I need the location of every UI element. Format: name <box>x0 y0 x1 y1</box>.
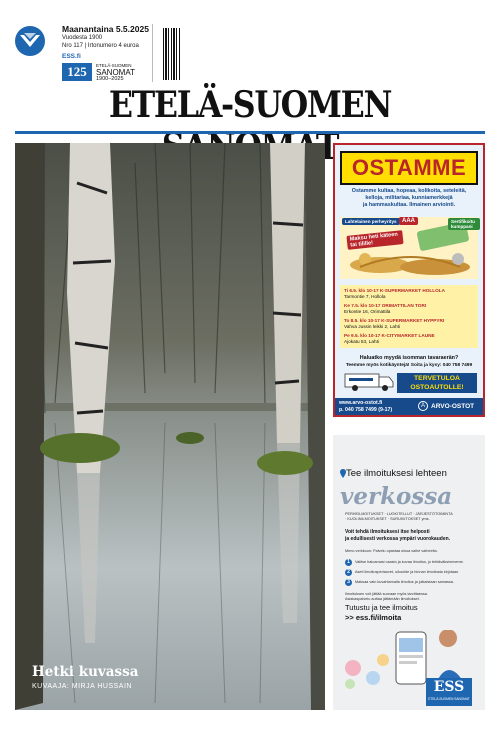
ess-cta-1: Tutustu ja tee ilmoitus <box>345 603 418 612</box>
home-visit-1: Haluatko myydä isomman tavaraerän? <box>359 355 459 361</box>
ad-headline: OSTAMME <box>351 155 467 180</box>
ess-categories-2: · KUOLINILMOITUKSET · SURUKIITOKSET yms. <box>345 517 430 521</box>
issue-date: Maanantaina 5.5.2025 <box>62 24 149 34</box>
issue-number: Nro 117 | Irtonumero 4 euroa <box>62 43 139 49</box>
event-1: Ti 6.5. klo 10-17 K-SUPERMARKET HOLLOLA Tarmontie 7, Hollola <box>344 288 445 299</box>
ad-intro-3: ja hammaskultaa. Ilmainen arviointi. <box>362 202 456 208</box>
anniversary-line2: SANOMAT <box>96 68 135 77</box>
header-divider <box>152 24 153 82</box>
welcome-2: OSTOAUTOLLE! <box>410 384 464 391</box>
barcode-icon <box>163 28 181 80</box>
ess-lead-2: ja edullisesti verkossa ympäri vuorokauden. <box>345 536 451 542</box>
event-list <box>340 285 478 348</box>
ess-how: Meno verkkoon: Palvelu opastaa sinua vaihe vaiheelta. <box>345 549 438 553</box>
ess-ad-title: Tee ilmoituksesi lehteen <box>346 468 447 479</box>
ad-phone[interactable]: p. 040 758 7499 (9-17) <box>339 407 393 413</box>
cover-photo <box>15 143 325 710</box>
ess-cta-link[interactable]: >> ess.fi/ilmoita <box>345 613 402 622</box>
step-1-icon: 1 <box>345 559 352 566</box>
founded-line: Vuodesta 1900 <box>62 35 103 41</box>
ess-step-1: Valitse haluamasi osasto ja kuvaa ilmoitus, jo tehtäväksimmeme. <box>355 560 464 564</box>
ess-step-2: Aseti ilmoitusperiaovet, uikoolde ja hinnan ilmoitusta kirjotaan. <box>355 570 460 574</box>
step-2-icon: 2 <box>345 569 352 576</box>
home-visit-2: Teemme myös kotikäyntejä! Soita ja kysy: 040 758 7499 <box>345 363 473 368</box>
ad-brand: ARVO-OSTOT <box>431 403 475 410</box>
ess-lead-1: Voit tehdä ilmoituksesi itse helposti <box>345 529 430 535</box>
event-4: Pe 9.5. klo 10-17 K-CITYMARKET LAUNE Ajokatu 53, Lahti <box>344 333 435 344</box>
ad-website[interactable]: www.arvo-ostot.fi <box>339 400 383 406</box>
payment-banner: Maksu heti käteen tai tilille! <box>346 230 403 250</box>
ess-note-2: Asiakaspalvelu auttaa jättämään ilmoitukset. <box>345 597 420 601</box>
aaa-badge: AAA <box>399 217 418 225</box>
publisher-logo-icon <box>15 26 45 56</box>
arvo-logo-icon: A <box>418 401 428 411</box>
photo-credit: KUVAAJA: MIRJA HUSSAIN <box>32 683 132 690</box>
masthead-rule <box>15 131 485 134</box>
ad-footer <box>335 398 483 415</box>
anniversary-line1: ETELÄ-SUOMEN <box>96 63 132 68</box>
ad-intro-1: Ostamme kultaa, hopeaa, kolikoita, seteleitä, <box>351 188 467 194</box>
welcome-1: TERVETULOA <box>414 375 460 382</box>
ad-headline-box <box>340 151 478 185</box>
arvo-ostot-ad[interactable] <box>333 143 485 417</box>
step-3-icon: 3 <box>345 579 352 586</box>
masthead: ETELÄ-SUOMEN <box>108 84 392 126</box>
van-icon <box>343 371 395 393</box>
anniversary-years: 1900–2025 <box>96 76 124 82</box>
site-link[interactable]: ESS.fi <box>62 53 81 60</box>
certified-badge: Sertifikoitu kumppani <box>448 218 480 230</box>
event-3: To 8.5. klo 10-17 K-SUPERMARKET HYPPYRI Vahva Jussin leikki 2, Lahti <box>344 318 445 329</box>
ess-ad-word: verkossa <box>340 483 453 510</box>
welcome-box <box>397 373 477 393</box>
family-business-badge: Lahtelainen perheyritys <box>342 218 400 225</box>
ess-note-1: Ilmoituksen voit jättää suoraan myös tarvittaessa. <box>345 592 428 596</box>
ess-logo: ESS ETELÄ-SUOMEN SANOMAT <box>426 678 472 706</box>
ess-ilmoita-ad[interactable] <box>333 435 485 710</box>
ess-categories-1: PERHEILMOITUKSET · LUOKITELLUT · JÄRJESTÖTOIMINTA <box>345 512 453 516</box>
ad-intro-2: kelloja, militariaa, kunniamerkkejä <box>365 195 453 201</box>
photo-caption-title: Hetki kuvassa <box>32 664 139 680</box>
anniversary-badge: 125 <box>62 63 92 81</box>
event-2: Ke 7.5. klo 10-17 ORIMATTILAN TORI Erkontie 16, Orimattila <box>344 303 427 314</box>
ess-step-3: Maksaa vain kuvahtamalla ilmoitus ja julkaistaan samassa. <box>355 580 454 584</box>
